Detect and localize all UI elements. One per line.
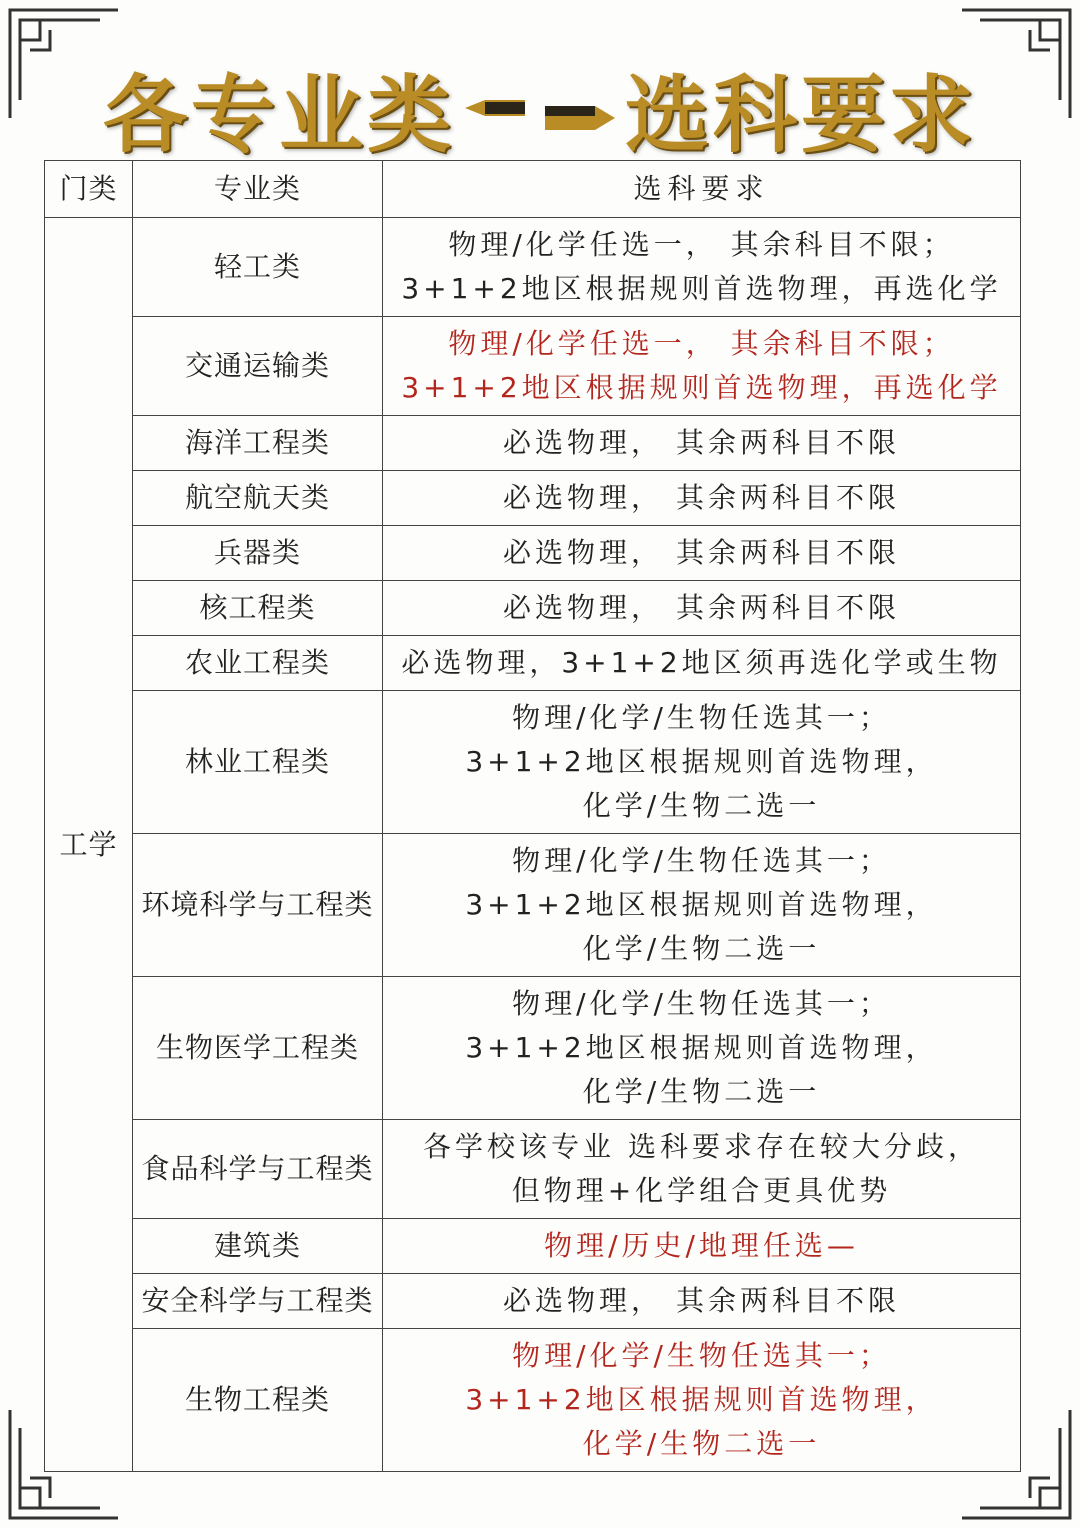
- requirement-cell: [383, 1329, 1021, 1472]
- requirement-line: 化学/生物二选一: [582, 789, 821, 822]
- requirement-line: 必选物理， 其余两科目不限: [503, 426, 900, 459]
- major-cell: 环境科学与工程类: [133, 834, 383, 977]
- requirement-cell: [383, 977, 1021, 1120]
- requirement-line: 必选物理， 其余两科目不限: [503, 481, 900, 514]
- requirement-cell: [383, 471, 1021, 526]
- requirement-line: 3+1+2地区根据规则首选物理，再选化学: [401, 272, 1002, 305]
- table-row: [45, 691, 1021, 834]
- requirement-line: 物理/化学/生物任选其一；: [512, 1339, 891, 1372]
- major-cell: 生物医学工程类: [133, 977, 383, 1120]
- header-category: 门类: [45, 161, 133, 218]
- page-title: [0, 58, 1080, 164]
- table-row: [45, 471, 1021, 526]
- requirement-line: 必选物理， 其余两科目不限: [503, 536, 900, 569]
- major-cell: 兵器类: [133, 526, 383, 581]
- table-row: [45, 218, 1021, 317]
- table-row: [45, 1274, 1021, 1329]
- requirement-line: 各学校该专业 选科要求存在较大分歧，: [423, 1130, 980, 1163]
- requirement-line: 必选物理，3+1+2地区须再选化学或生物: [401, 646, 1002, 679]
- requirement-cell: [383, 581, 1021, 636]
- major-cell: 海洋工程类: [133, 416, 383, 471]
- title-right: 选科要求: [625, 64, 978, 164]
- major-cell: 航空航天类: [133, 471, 383, 526]
- requirement-line: 物理/化学/生物任选其一；: [512, 701, 891, 734]
- header-requirement: 选科要求: [383, 161, 1021, 218]
- requirement-cell: [383, 526, 1021, 581]
- requirement-line: 物理/化学/生物任选其一；: [512, 987, 891, 1020]
- table-row: [45, 526, 1021, 581]
- requirement-line: 3+1+2地区根据规则首选物理，: [465, 745, 938, 778]
- requirement-cell: [383, 317, 1021, 416]
- subject-requirements-table: [44, 160, 1021, 1472]
- major-cell: 生物工程类: [133, 1329, 383, 1472]
- table-row: [45, 636, 1021, 691]
- requirement-line: 物理/化学任选一， 其余科目不限；: [448, 327, 955, 360]
- requirement-line: 化学/生物二选一: [582, 1427, 821, 1460]
- requirement-line: 物理/化学/生物任选其一；: [512, 844, 891, 877]
- requirement-cell: [383, 218, 1021, 317]
- table-row: [45, 834, 1021, 977]
- table-row: [45, 977, 1021, 1120]
- requirement-line: 必选物理， 其余两科目不限: [503, 1284, 900, 1317]
- requirement-cell: [383, 1120, 1021, 1219]
- requirement-cell: [383, 834, 1021, 977]
- requirement-line: 3+1+2地区根据规则首选物理，再选化学: [401, 371, 1002, 404]
- title-left: 各专业类: [102, 64, 455, 164]
- requirement-line: 3+1+2地区根据规则首选物理，: [465, 888, 938, 921]
- requirement-line: 物理/化学任选一， 其余科目不限；: [448, 228, 955, 261]
- requirement-cell: [383, 691, 1021, 834]
- major-cell: 林业工程类: [133, 691, 383, 834]
- table-row: [45, 317, 1021, 416]
- requirement-line: 化学/生物二选一: [582, 932, 821, 965]
- table-row: [45, 1219, 1021, 1274]
- requirement-cell: [383, 636, 1021, 691]
- major-cell: 建筑类: [133, 1219, 383, 1274]
- major-cell: 交通运输类: [133, 317, 383, 416]
- requirement-line: 3+1+2地区根据规则首选物理，: [465, 1031, 938, 1064]
- requirement-cell: [383, 1219, 1021, 1274]
- table-row: [45, 1329, 1021, 1472]
- header-major: 专业类: [133, 161, 383, 218]
- title-divider-icon: [465, 78, 615, 138]
- requirement-line: 但物理+化学组合更具优势: [511, 1174, 892, 1207]
- requirement-cell: [383, 416, 1021, 471]
- major-cell: 核工程类: [133, 581, 383, 636]
- table-header-row: [45, 161, 1021, 218]
- major-cell: 安全科学与工程类: [133, 1274, 383, 1329]
- major-cell: 轻工类: [133, 218, 383, 317]
- requirement-line: 必选物理， 其余两科目不限: [503, 591, 900, 624]
- requirement-cell: [383, 1274, 1021, 1329]
- table-row: [45, 1120, 1021, 1219]
- table-row: [45, 416, 1021, 471]
- requirement-line: 3+1+2地区根据规则首选物理，: [465, 1383, 938, 1416]
- major-cell: 食品科学与工程类: [133, 1120, 383, 1219]
- category-cell: 工学: [45, 218, 133, 1472]
- table-row: [45, 581, 1021, 636]
- requirement-line: 物理/历史/地理任选—: [544, 1229, 859, 1262]
- requirement-line: 化学/生物二选一: [582, 1075, 821, 1108]
- major-cell: 农业工程类: [133, 636, 383, 691]
